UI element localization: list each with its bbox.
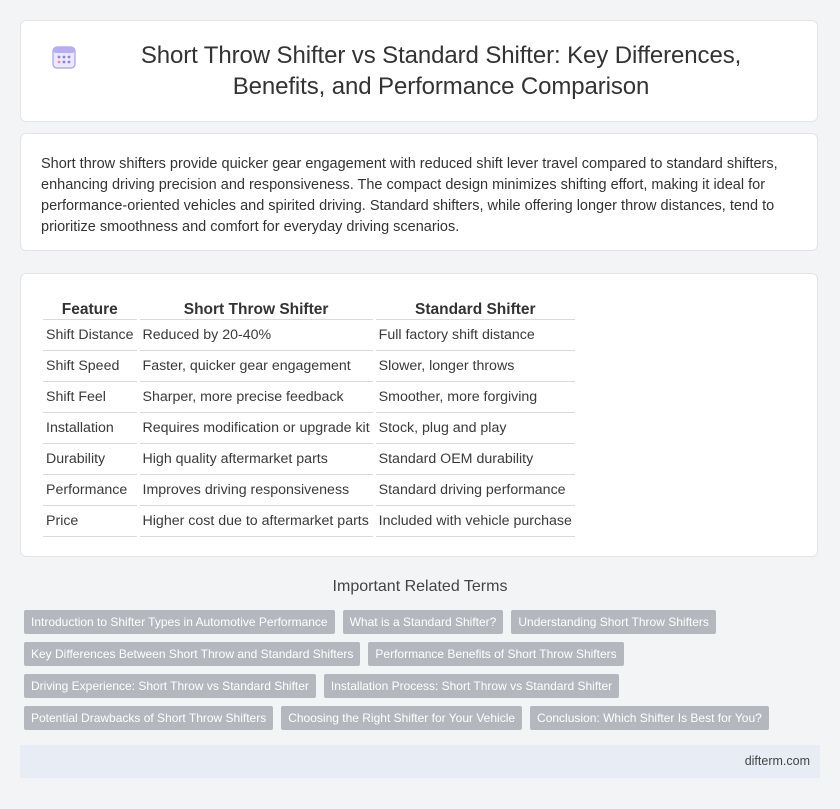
table-cell: Sharper, more precise feedback [140, 382, 373, 413]
tag-row [24, 642, 824, 666]
table-cell: Stock, plug and play [376, 413, 575, 444]
table-cell: Full factory shift distance [376, 319, 575, 351]
intro-paragraph: Short throw shifters provide quicker gear engagement with reduced shift lever travel compared to standard shifters, enhancing driving precision and responsiveness. The compact design minimizes shifting effort, making it ideal for performance-oriented vehicles and spirited driving. Standard shifters, while offering longer throw distances, tend to prioritize smoothness and comfort for everyday driving scenarios. [41, 156, 778, 235]
related-term-tag[interactable]: Understanding Short Throw Shifters [511, 610, 716, 634]
table-cell: Installation [43, 413, 137, 444]
header-standard: Standard Shifter [414, 301, 536, 318]
footer [20, 745, 820, 778]
tag-row [24, 706, 824, 730]
table-cell: Reduced by 20-40% [140, 319, 373, 351]
related-term-tag[interactable]: Potential Drawbacks of Short Throw Shifters [24, 706, 273, 730]
table-cell: Shift Feel [43, 382, 137, 413]
table-cell: Slower, longer throws [376, 351, 575, 382]
header-feature: Feature [61, 301, 118, 318]
header-card [20, 20, 818, 122]
table-row [43, 382, 575, 413]
table-cell: Shift Speed [43, 351, 137, 382]
page-title: Short Throw Shifter vs Standard Shifter: Key Differences, Benefits, and Performance Comparison [140, 42, 742, 100]
header-short-throw: Short Throw Shifter [183, 301, 329, 318]
table-row [43, 506, 575, 537]
table-cell: High quality aftermarket parts [140, 444, 373, 475]
table-cell: Higher cost due to aftermarket parts [140, 506, 373, 537]
table-cell: Price [43, 506, 137, 537]
related-term-tag[interactable]: Driving Experience: Short Throw vs Standard Shifter [24, 674, 316, 698]
table-cell: Durability [43, 444, 137, 475]
title-wrap [51, 40, 787, 102]
comparison-card [20, 273, 818, 557]
related-term-tag[interactable]: Key Differences Between Short Throw and Standard Shifters [24, 642, 360, 666]
table-row [43, 319, 575, 351]
table-cell: Smoother, more forgiving [376, 382, 575, 413]
related-terms-heading: Important Related Terms [332, 578, 508, 595]
calendar-icon [51, 44, 77, 70]
related-term-tag[interactable]: Performance Benefits of Short Throw Shifters [368, 642, 623, 666]
table-cell: Improves driving responsiveness [140, 475, 373, 506]
table-cell: Requires modification or upgrade kit [140, 413, 373, 444]
table-row [43, 413, 575, 444]
table-cell: Shift Distance [43, 319, 137, 351]
tag-row [24, 610, 824, 634]
related-term-tag[interactable]: Conclusion: Which Shifter Is Best for You? [530, 706, 769, 730]
table-cell: Performance [43, 475, 137, 506]
related-term-tag[interactable]: Introduction to Shifter Types in Automotive Performance [24, 610, 335, 634]
comparison-table [40, 295, 578, 537]
intro-card [20, 133, 818, 251]
related-term-tag[interactable]: What is a Standard Shifter? [343, 610, 504, 634]
table-row [43, 444, 575, 475]
table-cell: Included with vehicle purchase [376, 506, 575, 537]
related-terms-list [24, 610, 824, 738]
table-cell: Faster, quicker gear engagement [140, 351, 373, 382]
table-cell: Standard OEM durability [376, 444, 575, 475]
footer-site-link[interactable]: difterm.com [744, 754, 810, 768]
related-term-tag[interactable]: Installation Process: Short Throw vs Standard Shifter [324, 674, 619, 698]
tag-row [24, 674, 824, 698]
table-cell: Standard driving performance [376, 475, 575, 506]
related-term-tag[interactable]: Choosing the Right Shifter for Your Vehicle [281, 706, 522, 730]
table-row [43, 475, 575, 506]
table-header-row [43, 295, 575, 319]
table-row [43, 351, 575, 382]
